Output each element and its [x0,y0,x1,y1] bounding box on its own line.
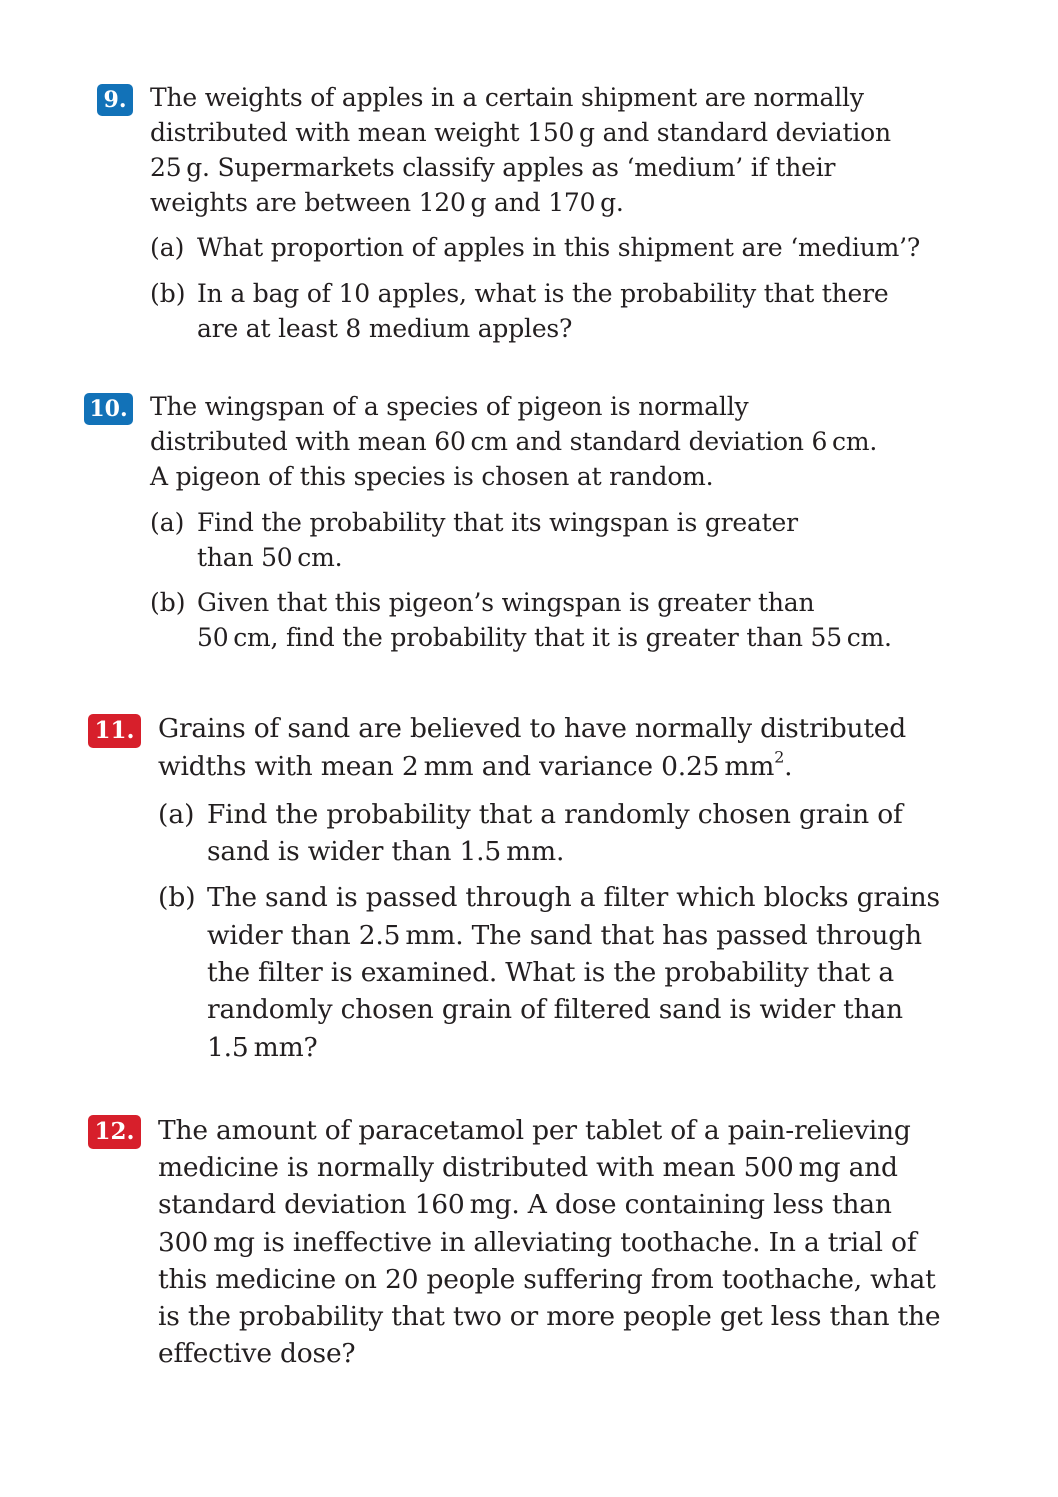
question-stem-line: this medicine on 20 people suffering from toothache, what [158,1264,936,1295]
part-text-line: 50 cm, find the probability that it is greater than 55 cm. [197,623,892,652]
question-stem-line: 25 g. Supermarkets classify apples as ‘medium’ if their [150,153,836,182]
part-text-line: the filter is examined. What is the probability that a [207,957,894,988]
question-stem-line: distributed with mean weight 150 g and standard deviation [150,118,891,147]
part-label: (a) [150,233,185,262]
question-number-badge: 11. [88,714,141,748]
part-label: (b) [150,279,186,308]
question-stem-line: weights are between 120 g and 170 g. [150,188,624,217]
part-text-line: 1.5 mm? [207,1032,318,1063]
question-stem-line: medicine is normally distributed with mean 500 mg and [158,1152,898,1183]
question-number-badge: 9. [97,84,133,116]
question-stem-line: effective dose? [158,1338,356,1369]
part-text-line: than 50 cm. [197,543,343,572]
question-stem-line: 300 mg is ineffective in alleviating toothache. In a trial of [158,1227,917,1258]
part-label: (b) [150,588,186,617]
stem-text: widths with mean 2 mm and variance 0.25 mm [158,751,775,782]
question-stem-line [158,747,793,782]
question-stem-line: is the probability that two or more people get less than the [158,1301,941,1332]
question-number-badge: 10. [84,393,133,425]
question-stem-line: standard deviation 160 mg. A dose containing less than [158,1189,892,1220]
part-text-line: What proportion of apples in this shipment are ‘medium’? [197,233,921,262]
part-text-line: randomly chosen grain of filtered sand is wider than [207,994,903,1025]
part-text-line: Find the probability that a randomly chosen grain of [207,799,903,830]
part-text-line: The sand is passed through a filter which blocks grains [207,882,940,913]
part-text-line: Find the probability that its wingspan is greater [197,508,798,537]
part-text-line: In a bag of 10 apples, what is the probability that there [197,279,889,308]
question-stem-line: A pigeon of this species is chosen at random. [150,462,714,491]
part-text-line: are at least 8 medium apples? [197,314,573,343]
part-label: (b) [158,882,196,913]
part-text-line: Given that this pigeon’s wingspan is greater than [197,588,815,617]
part-text-line: sand is wider than 1.5 mm. [207,836,565,867]
stem-tail: . [784,751,793,782]
question-stem-line: The wingspan of a species of pigeon is normally [150,392,749,421]
question-stem-line: The weights of apples in a certain shipment are normally [150,83,864,112]
question-stem-line: distributed with mean 60 cm and standard deviation 6 cm. [150,427,878,456]
part-label: (a) [158,799,195,830]
superscript: 2 [774,747,785,767]
question-number-badge: 12. [88,1115,141,1149]
part-label: (a) [150,508,185,537]
part-text-line: wider than 2.5 mm. The sand that has passed through [207,920,922,951]
question-stem-line: The amount of paracetamol per tablet of a pain-relieving [158,1115,911,1146]
question-stem-line: Grains of sand are believed to have normally distributed [158,713,907,744]
